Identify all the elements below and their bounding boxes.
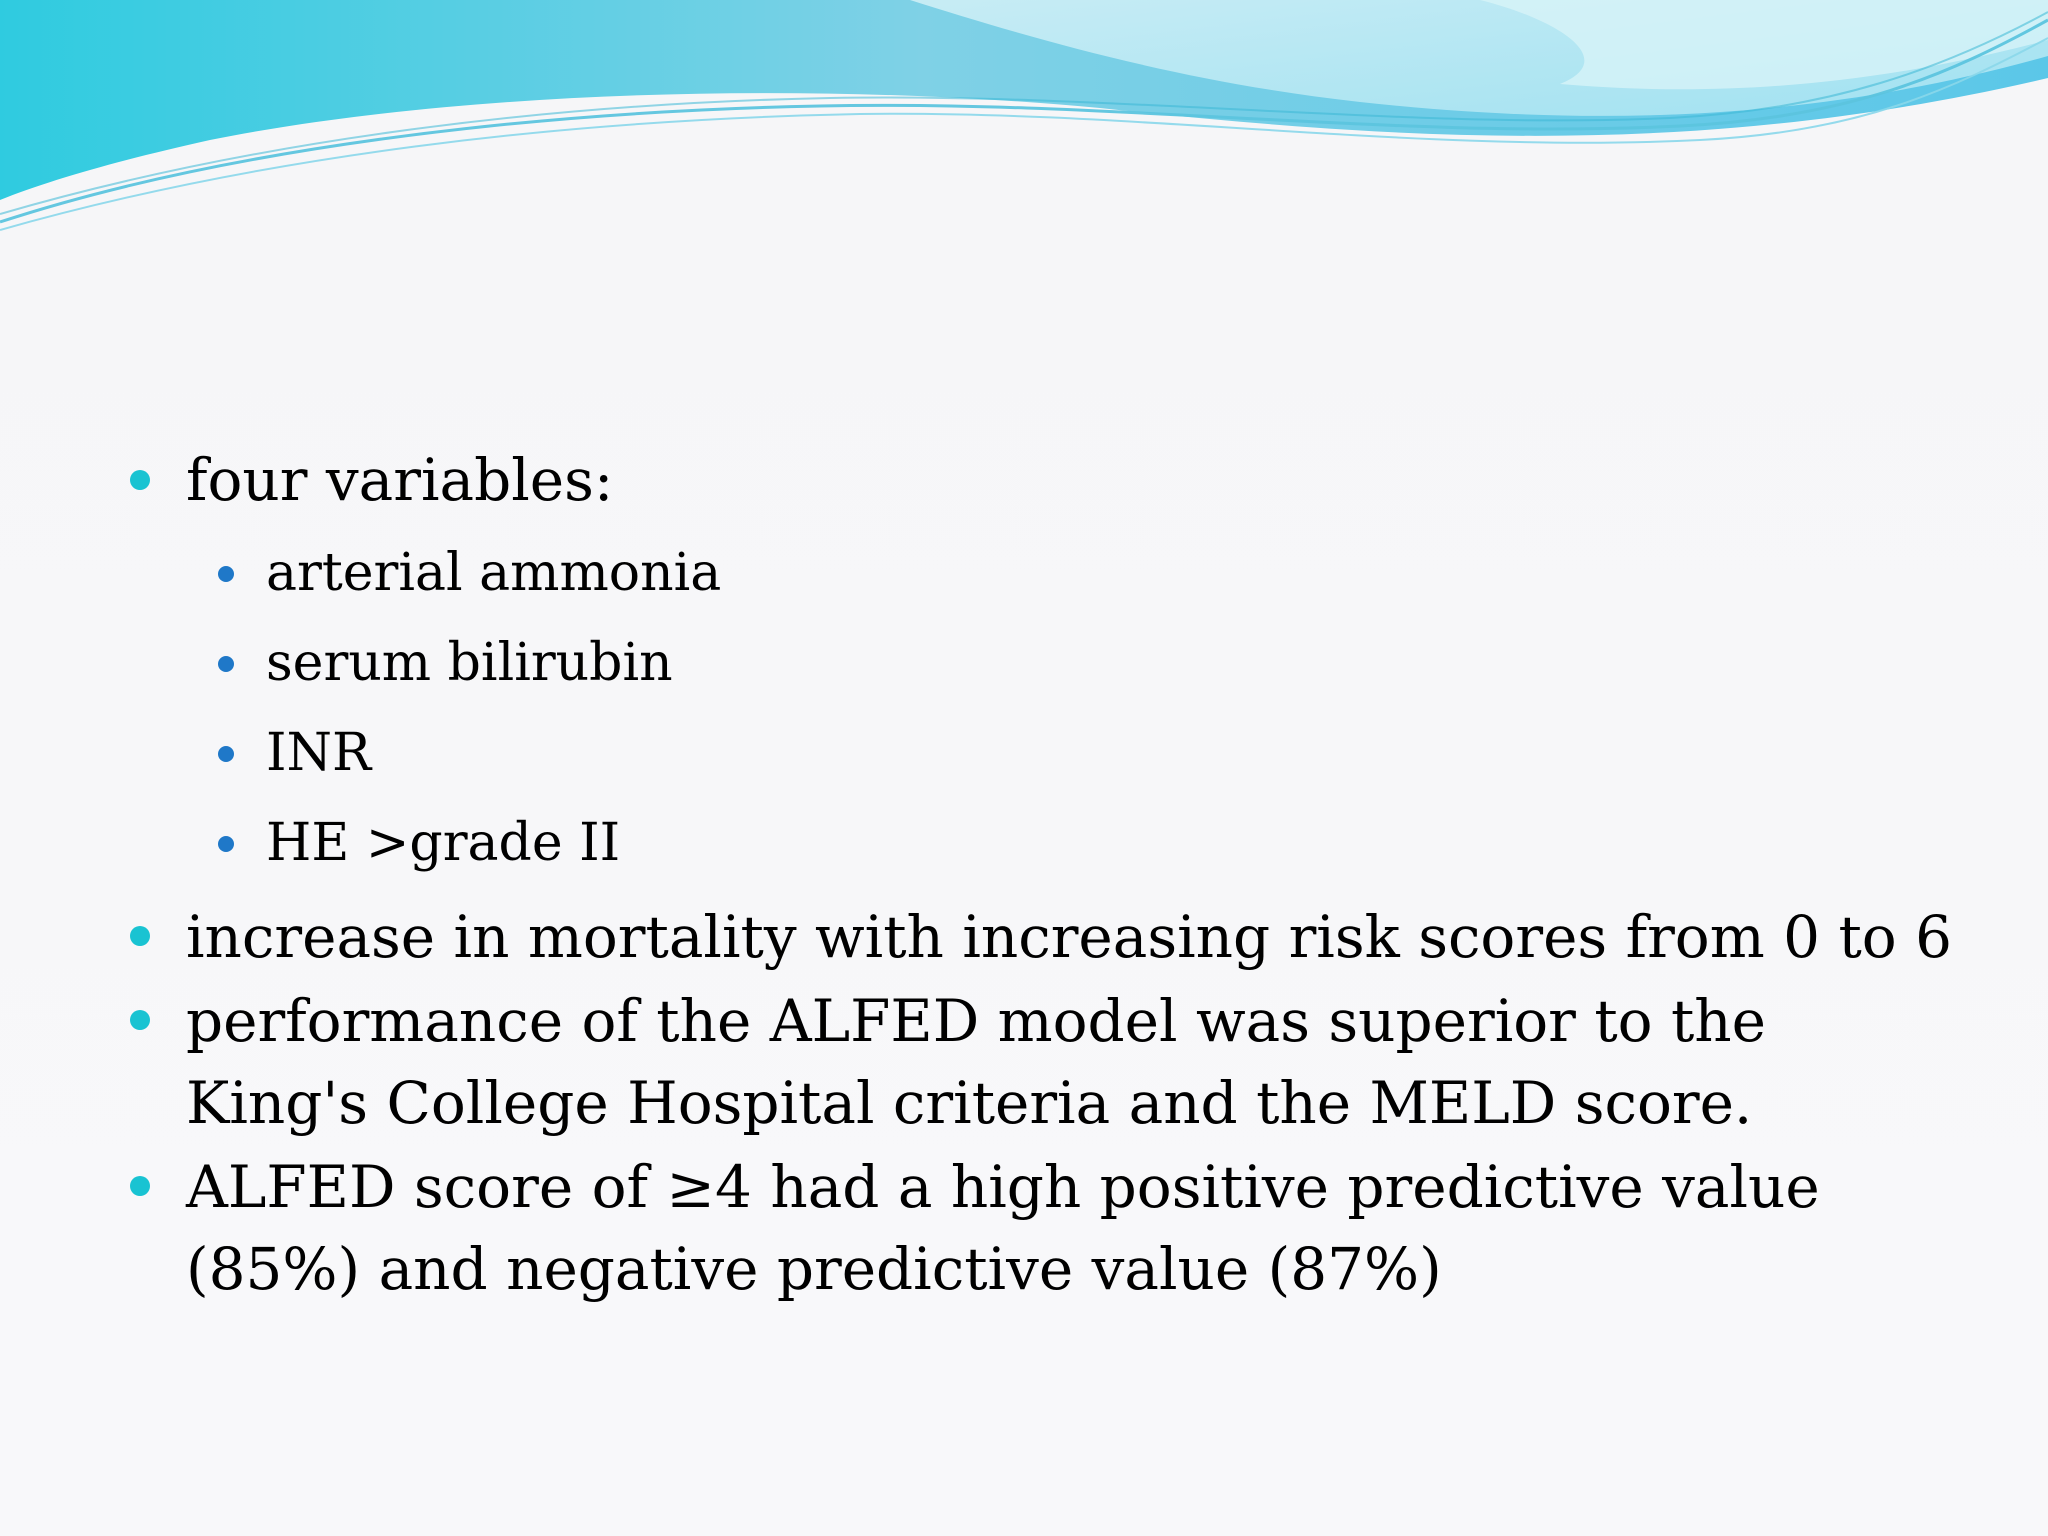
subitem-he-grade bbox=[130, 798, 1914, 888]
bullet-mortality-risk bbox=[130, 896, 1970, 978]
bullet-alfed-performance bbox=[130, 980, 1970, 1144]
subitem-text: arterial ammonia bbox=[266, 543, 722, 603]
bullet-text-line: increase in mortality with increasing risk scores from 0 to 6 bbox=[186, 903, 1953, 971]
primary-bullet-icon bbox=[130, 1010, 150, 1030]
primary-bullet-icon bbox=[130, 926, 150, 946]
header-wave-decoration bbox=[0, 0, 2048, 240]
bullet-text-line: four variables: bbox=[186, 446, 614, 514]
variables-sublist bbox=[186, 528, 1970, 888]
bullet-text-line: ALFED score of ≥4 had a high positive predictive value bbox=[186, 1153, 1820, 1221]
slide-content bbox=[130, 440, 1970, 1312]
subitem-text: serum bilirubin bbox=[266, 633, 673, 693]
subitem-serum-bilirubin bbox=[130, 618, 1914, 708]
subitem-text: INR bbox=[266, 723, 372, 783]
bullet-text-line: (85%) and negative predictive value (87%) bbox=[186, 1235, 1442, 1303]
subitem-inr bbox=[130, 708, 1914, 798]
subitem-text: HE >grade II bbox=[266, 813, 621, 873]
bullet-text-line: performance of the ALFED model was superior to the bbox=[186, 987, 1766, 1055]
main-bullet-list bbox=[130, 440, 1970, 1310]
bullet-text-line: King's College Hospital criteria and the MELD score. bbox=[186, 1069, 1753, 1137]
subitem-arterial-ammonia bbox=[130, 528, 1914, 618]
secondary-bullet-icon bbox=[218, 566, 234, 582]
bullet-four-variables bbox=[130, 440, 1970, 888]
secondary-bullet-icon bbox=[218, 746, 234, 762]
primary-bullet-icon bbox=[130, 470, 150, 490]
secondary-bullet-icon bbox=[218, 836, 234, 852]
bullet-alfed-predictive-value bbox=[130, 1146, 1970, 1310]
primary-bullet-icon bbox=[130, 1176, 150, 1196]
secondary-bullet-icon bbox=[218, 656, 234, 672]
